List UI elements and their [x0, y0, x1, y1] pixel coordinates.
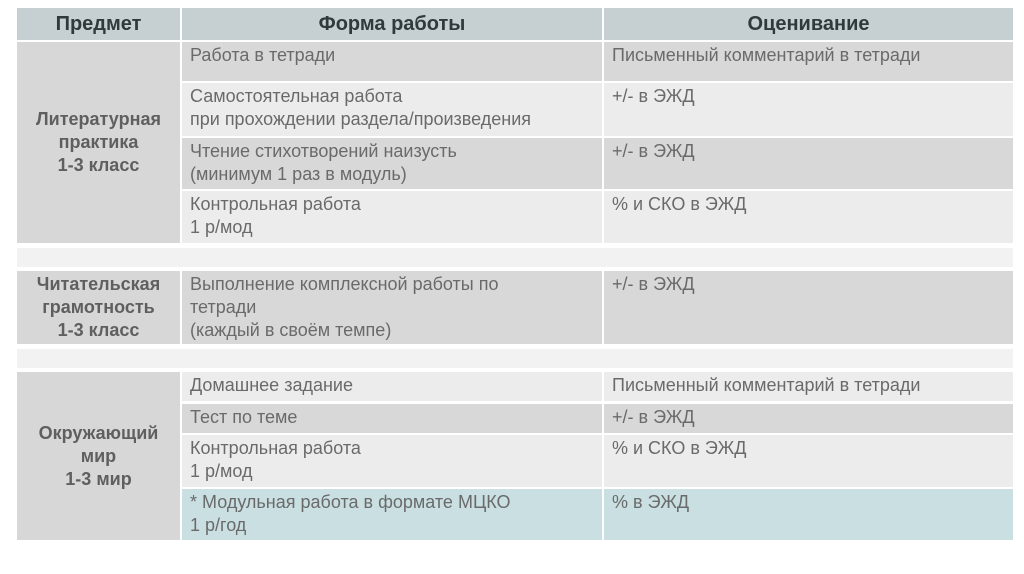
assessment-cell: % в ЭЖД	[604, 489, 1013, 540]
assessment-cell: +/- в ЭЖД	[604, 83, 1013, 136]
assessment-cell: % и СКО в ЭЖД	[604, 435, 1013, 487]
form-cell: Работа в тетради	[182, 42, 602, 81]
assessment-cell: +/- в ЭЖД	[604, 138, 1013, 189]
subject-world-around: Окружающий мир 1-3 мир	[17, 372, 180, 540]
header-form: Форма работы	[182, 8, 602, 40]
form-cell: Чтение стихотворений наизусть (минимум 1 раз в модуль)	[182, 138, 602, 189]
form-cell: Домашнее задание	[182, 372, 602, 401]
assessment-cell: +/- в ЭЖД	[604, 404, 1013, 433]
form-cell: Выполнение комплексной работы по тетради (каждый в своём темпе)	[182, 271, 602, 344]
assessment-cell: Письменный комментарий в тетради	[604, 372, 1013, 401]
section-spacer	[17, 349, 1013, 368]
assessment-cell: Письменный комментарий в тетради	[604, 42, 1013, 81]
form-cell: * Модульная работа в формате МЦКО 1 р/год	[182, 489, 602, 540]
section-spacer	[17, 248, 1013, 267]
form-cell: Контрольная работа 1 р/мод	[182, 191, 602, 243]
form-cell: Контрольная работа 1 р/мод	[182, 435, 602, 487]
subject-literary-practice: Литературная практика 1-3 класс	[17, 42, 180, 243]
form-cell: Тест по теме	[182, 404, 602, 433]
assessment-cell: % и СКО в ЭЖД	[604, 191, 1013, 243]
header-assessment: Оценивание	[604, 8, 1013, 40]
assessment-cell: +/- в ЭЖД	[604, 271, 1013, 344]
subject-reading-literacy: Читательская грамотность 1-3 класс	[17, 271, 180, 344]
form-cell: Самостоятельная работа при прохождении раздела/произведения	[182, 83, 602, 136]
header-subject: Предмет	[17, 8, 180, 40]
